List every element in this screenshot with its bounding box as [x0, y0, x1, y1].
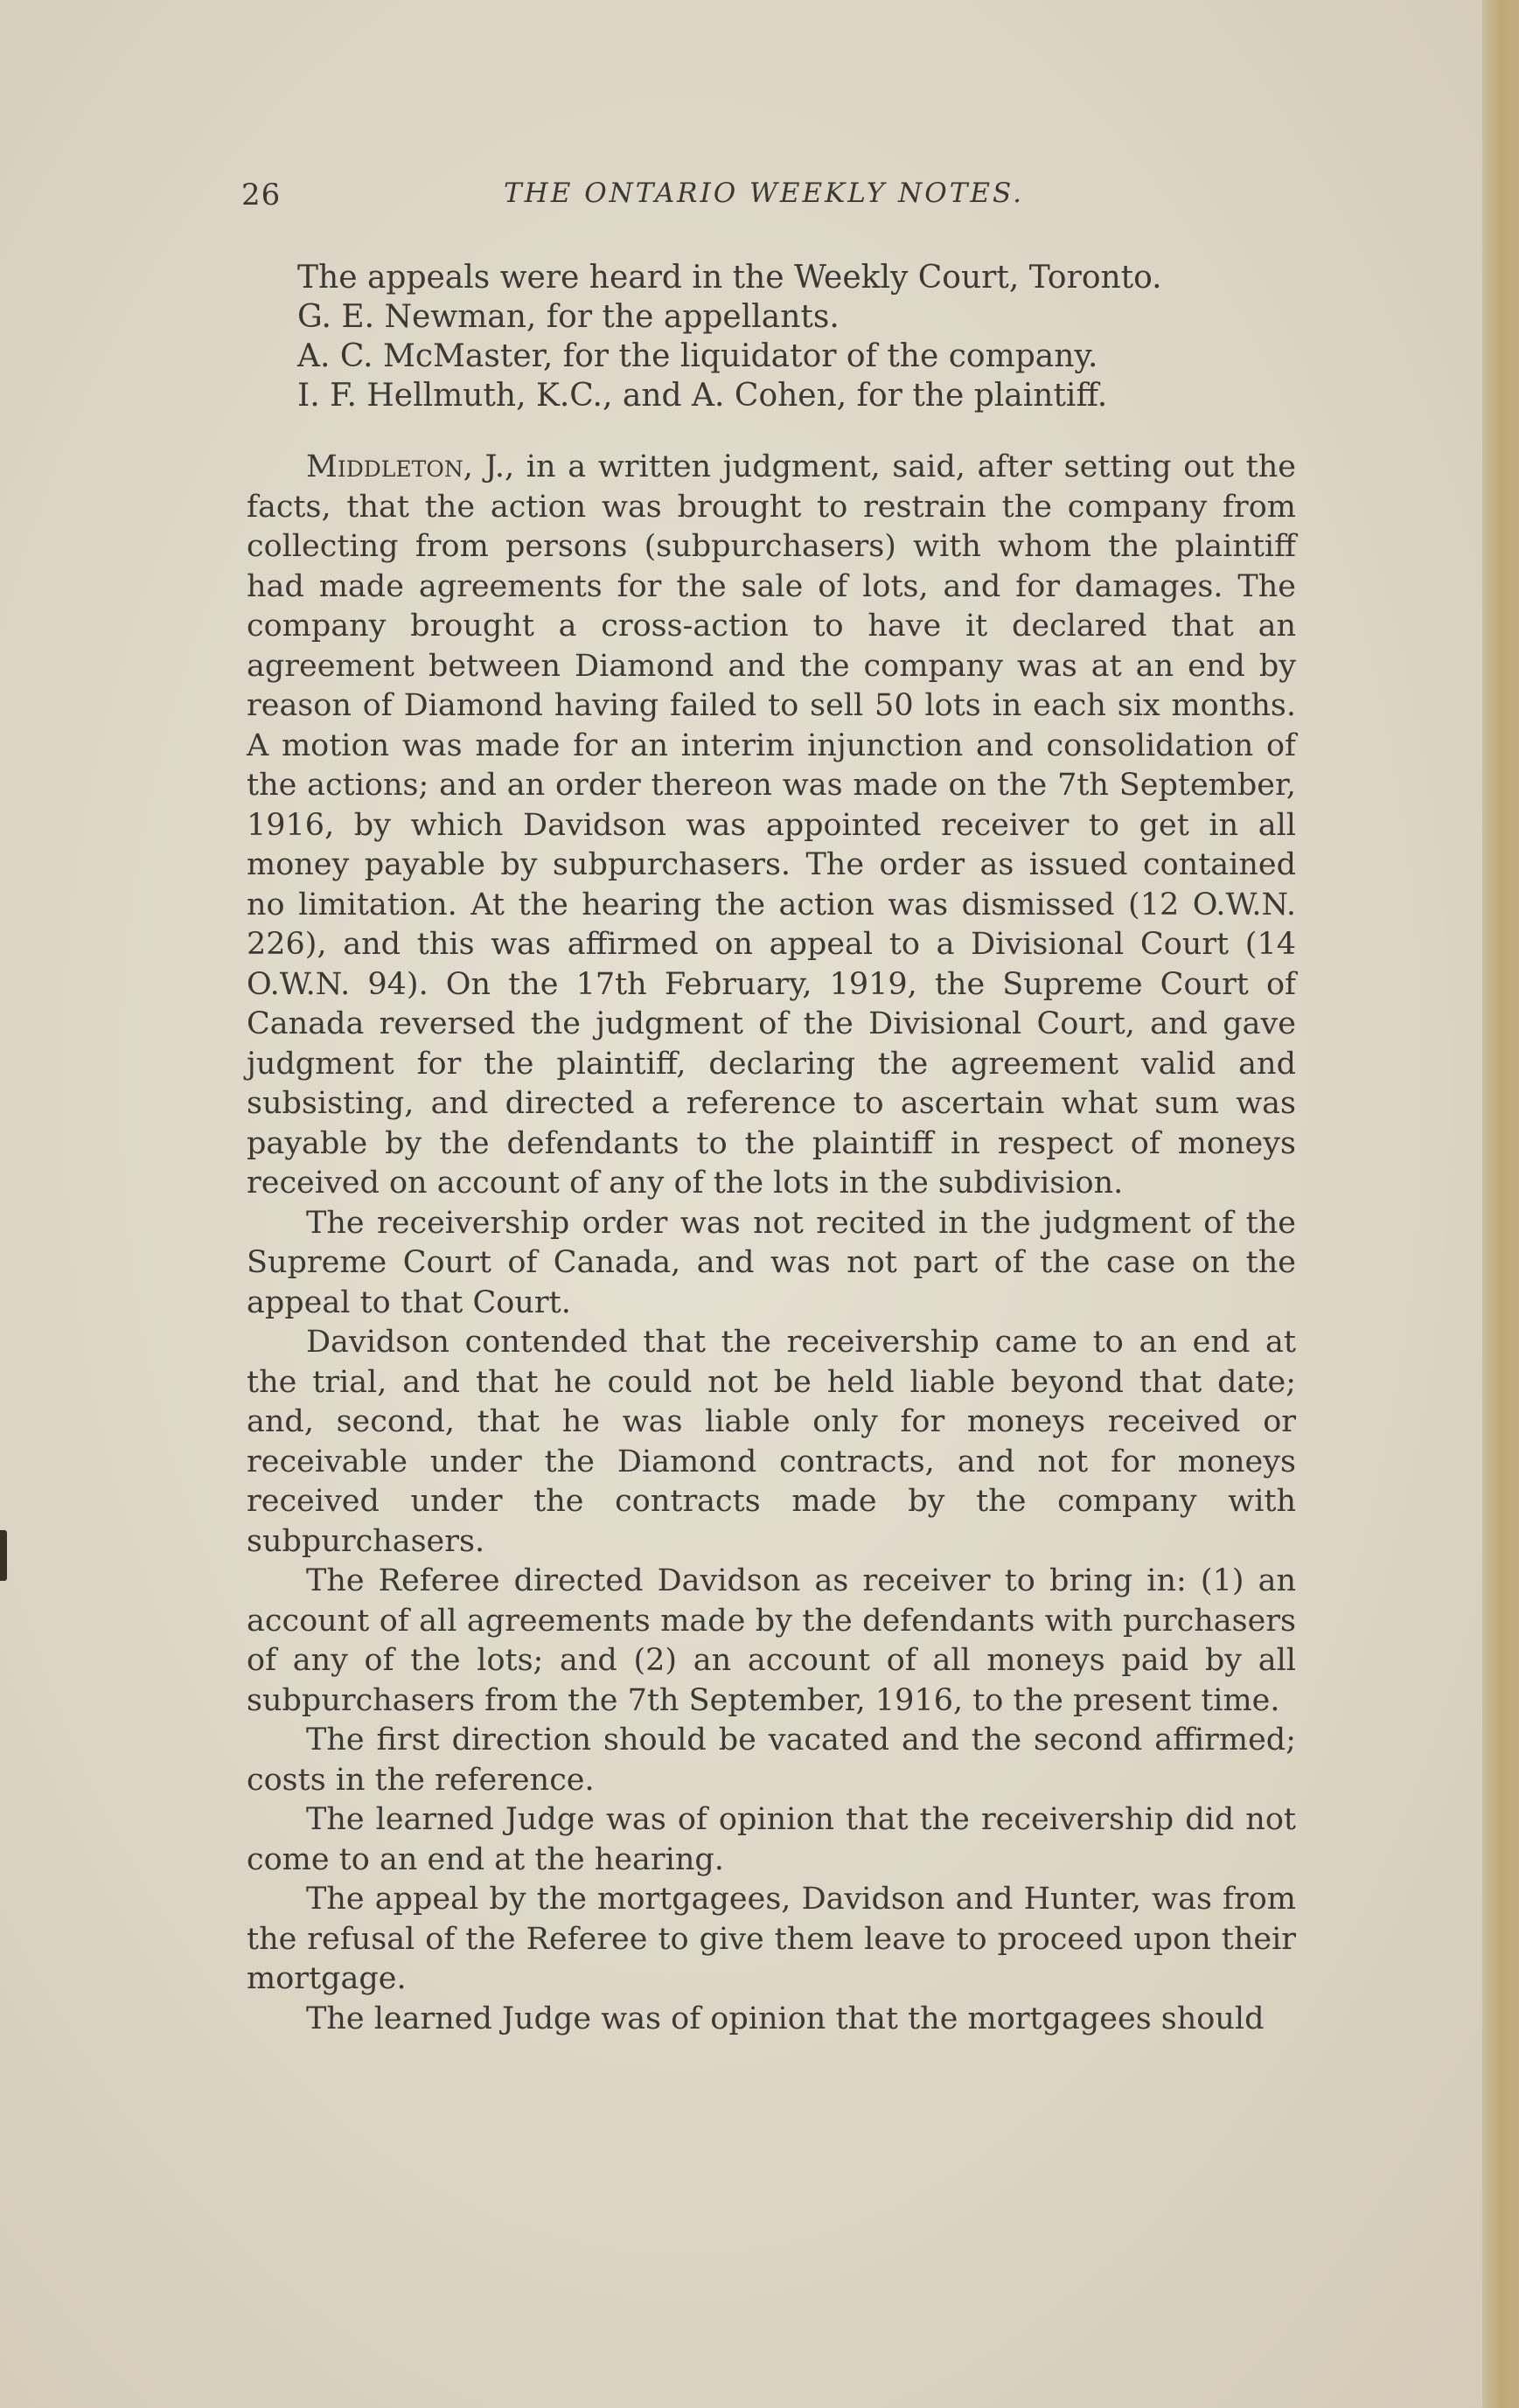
judgment-text: [247, 448, 1296, 2039]
counsel-block: [297, 258, 1312, 415]
page-edge-shadow: [1482, 0, 1519, 2408]
running-header: [241, 177, 1326, 230]
paragraph: [247, 448, 1296, 1204]
binding-mark: [0, 1530, 7, 1581]
journal-title: THE ONTARIO WEEKLY NOTES.: [504, 177, 1024, 209]
paragraph: The learned Judge was of opinion that the mortgagees should: [306, 2001, 1265, 2036]
hearing-line: The appeals were heard in the Weekly Court, Toronto.: [297, 260, 1162, 296]
paragraph: Davidson contended that the receivership came to an end at the trial, and that he could not be held liable beyond that date; and, second, that he was liable only for moneys received or receivable under the Diamond contracts, and not for moneys received under the contracts made by the company with subpurchasers.: [247, 1325, 1296, 1559]
paragraph: The receivership order was not recited in the judgment of the Supreme Court of Canada, and was not part of the case on the appeal to that Court.: [247, 1205, 1296, 1320]
counsel-line-liquidator: A. C. McMaster, for the liquidator of the company.: [297, 338, 1098, 374]
paragraph-text: , J., in a written judgment, said, after setting out the facts, that the action was brought to restrain the company from collecting from persons (subpurchasers) with whom the plaintiff had made agreements for the sale of lots, and for damages. The company brought a cross-action to have it declared that an agreement between Diamond and the company was at an end by reason of Diamond having failed to sell 50 lots in each six months. A motion was made for an interim injunction and consolidation of the actions; and an order thereon was made on the 7th September, 1916, by which Davidson was appointed receiver to get in all money payable by subpurchasers. The order as issued contained no limitation. At the hearing the action was dismissed (12 O.W.N. 226), and this was affirmed on appeal to a Divisional Court (14 O.W.N. 94). On the 17th February, 1919, the Supreme Court of Canada reversed the judgment of the Divisional Court, and gave judgment for the plaintiff, declaring the agreement valid and subsisting, and directed a reference to ascertain what sum was payable by the defendants to the plaintiff in respect of moneys received on account of any of the lots in the subdivision.: [247, 449, 1296, 1201]
paragraph: The learned Judge was of opinion that the receivership did not come to an end at the hearing.: [247, 1802, 1296, 1877]
paragraph: The appeal by the mortgagees, Davidson and Hunter, was from the refusal of the Referee to give them leave to proceed upon their mortgage.: [247, 1882, 1296, 1996]
counsel-line-plaintiff: I. F. Hellmuth, K.C., and A. Cohen, for the plaintiff.: [297, 378, 1108, 414]
paragraph: The first direction should be vacated and the second affirmed; costs in the reference.: [247, 1722, 1296, 1798]
page-number: 26: [241, 177, 282, 212]
counsel-line-appellants: G. E. Newman, for the appellants.: [297, 299, 840, 335]
paragraph: The Referee directed Davidson as receiver to bring in: (1) an account of all agreements made by the defendants with purchasers of any of the lots; and (2) an account of all moneys paid by all subpurchasers from the 7th September, 1916, to the present time.: [247, 1563, 1296, 1718]
judge-name: Middleton: [306, 449, 463, 484]
